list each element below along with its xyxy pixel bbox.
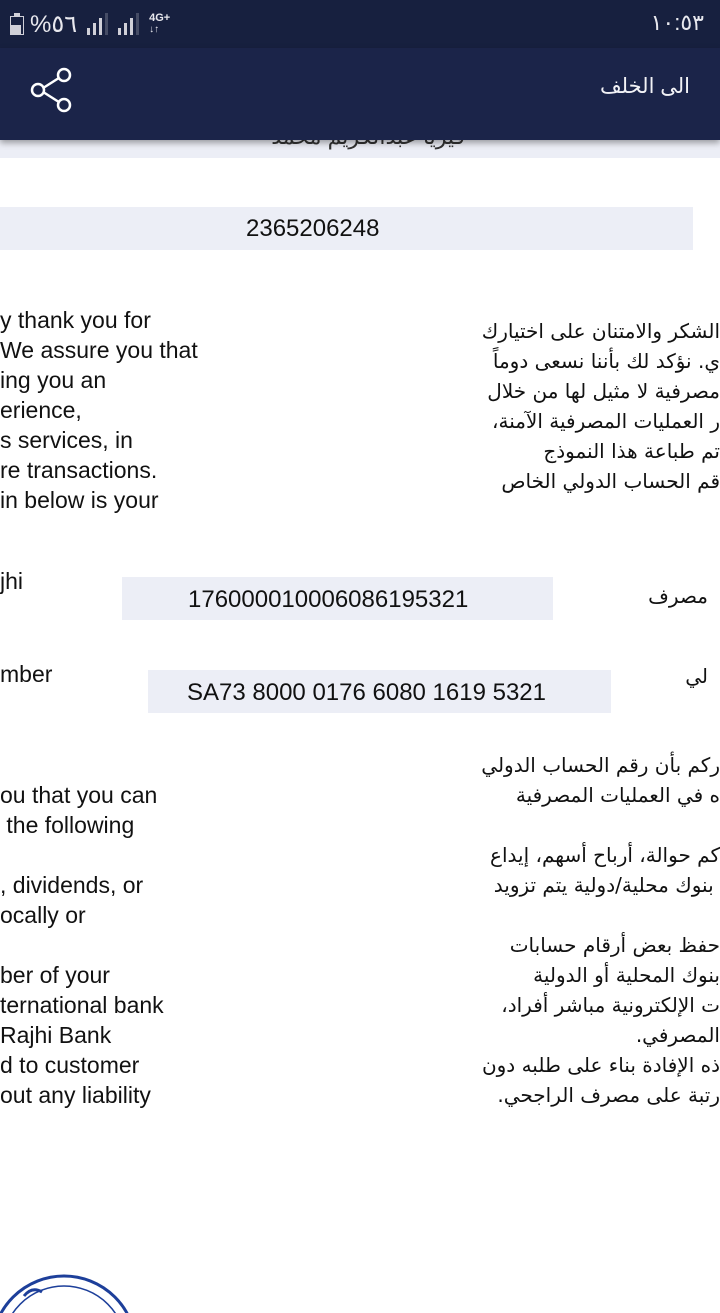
back-button[interactable]: الى الخلف <box>599 75 690 98</box>
battery-icon <box>10 13 24 35</box>
status-left-group <box>10 10 170 38</box>
iban-label-ar: لي <box>685 664 708 688</box>
share-icon <box>28 66 76 114</box>
status-clock: ١٠:٥٣ <box>650 10 704 35</box>
notes-paragraph-ar: ركم بأن رقم الحساب الدولي ه في العمليات المصرفية كم حوالة، أرباح أسهم، إيداع بنوك محلية/دولية يتم تزويد حفظ بعض أرقام حسابات بنوك المحلية أو الدولية ت الإلكترونية مباشر أفراد، المصرفي. ذه الإفادة بناء على طلبه دون رتبة على مصرف الراجحي. <box>481 753 720 1107</box>
signal-icon <box>87 13 108 35</box>
account-number: 176000010006086195321 <box>188 586 469 613</box>
bank-stamp-icon <box>0 1238 134 1308</box>
network-type: 4G+ <box>149 12 171 24</box>
status-bar <box>0 0 720 48</box>
customer-number: 2365206248 <box>246 215 380 242</box>
account-label-ar: مصرف <box>648 584 708 608</box>
intro-paragraph-ar: الشكر والامتنان على اختيارك ي. نؤكد لك بأننا نسعى دوماً مصرفية لا مثيل لها من خلال ر العمليات المصرفية الآمنة، تم طباعة هذا النموذج قم الحساب الدولي الخاص <box>481 319 720 493</box>
battery-percentage: %٥٦ <box>30 10 78 38</box>
document-viewer[interactable] <box>0 140 720 1280</box>
iban-number: SA73 8000 0176 6080 1619 5321 <box>187 679 547 706</box>
intro-paragraph-en: y thank you for We assure you that ing you an erience, s services, in re transactions. in below is your <box>0 307 198 513</box>
signal-icon-2 <box>118 13 139 35</box>
share-button[interactable] <box>28 66 76 114</box>
account-label-en: jhi <box>0 568 24 594</box>
network-4g-icon <box>149 13 170 35</box>
network-arrows: ↓↑ <box>149 24 160 35</box>
iban-label-en: mber <box>0 661 53 687</box>
app-bar <box>0 48 720 140</box>
notes-paragraph-en: ou that you can the following , dividends, or ocally or ber of your ternational bank Rajhi Bank d to customer out any liability <box>0 782 164 1108</box>
